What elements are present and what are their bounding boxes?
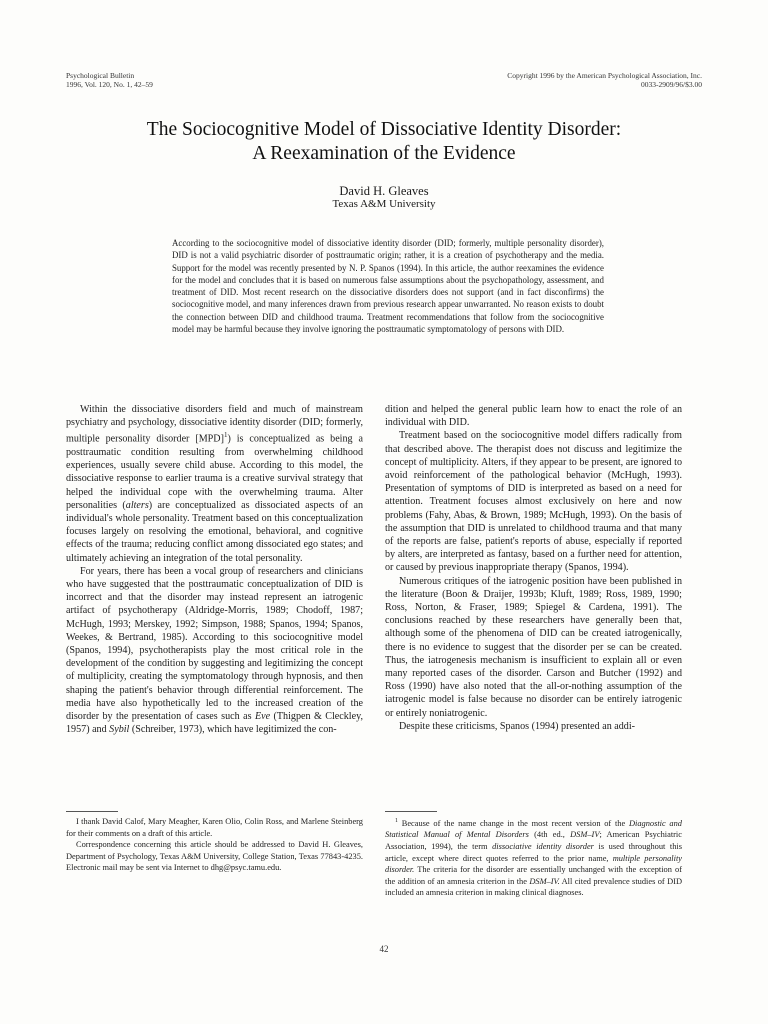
page-number: 42 [379,944,389,954]
continued-paragraph: dition and helped the general public learn how to enact the role of an individual with DID. [385,404,682,429]
spanos-paragraph: Despite these criticisms, Spanos (1994) presented an addi- [399,720,636,732]
article-code: 0033-2909/96/$3.00 [640,80,702,89]
body-column-left [66,403,363,736]
footnote-1: $^1$ Because of the name change in the most recent version of the Diagnostic and Statistical Manual of Mental Disorders (4th ed., DSM–IV; American Psychiatric Association, 1994), the term dissociative identity disorder is used throughout this article, except where direct quotes referred to the prior name, multiple personality disorder. The criteria for the disorder are essentially unchanged with the exception of the addition of an amnesia criterion in the DSM–IV. All cited prevalence studies of DID included an amnesia criterion in making clinical diagnoses. [385,818,682,898]
footnote-rule-right [385,811,437,812]
critiques-paragraph: Numerous critiques of the iatrogenic position have been published in the literature (Boon & Draijer, 1993b; Kluft, 1989; Ross, 1989, 1990; Ross, Norton, & Fraser, 1989; Spiegel & Cardena, 1991). The conclusions reached by these researchers have generally been that, although some of the phenomena of DID can be created iatrogenically, there is no evidence to suggest that the disorder per se can be created. Thus, the iatrogenesis mechanism is insufficient to explain all or even many reported cases of the disorder. Carson and Butcher (1992) and Ross (1990) have also noted that the all-or-nothing assumption of the iatrogenic model is false because no disorder can be entirely iatrogenic or entirely noniatrogenic. [385,575,682,719]
intro-paragraph-1: Within the dissociative disorders field and much of mainstream psychiatry and psychology, dissociative identity disorder (DID; formerly, multiple personality disorder [MPD]$^1$) is conceptualized as being a posttraumatic condition resulting from overwhelming childhood experiences, usually severe child abuse. According to this model, the dissociative response to earlier trauma is a creative survival strategy that helped the individual cope with the overwhelming trauma. Alter personalities (alters) are conceptualized as dissociated aspects of an individual's whole personality. Treatment based on this conceptualization focuses largely on resolving the emotional, behavioral, and cognitive effects of the trauma; reducing conflict among dissociated ego states; and ultimately achieving an integration of the total personality. [66,404,363,564]
footnote-marker: 1 [223,431,228,440]
correspondence-note: Correspondence concerning this article should be addressed to David H. Gleaves, Department of Psychology, Texas A&M University, College Station, Texas 77843-4235. Electronic mail may be sent via Internet to dhg@psyc.tamu.edu. [66,840,363,873]
running-header-right [507,71,702,89]
title-line-2: A Reexamination of the Evidence [252,143,516,164]
footnote-number: 1 [395,818,398,824]
title-line-1: The Sociocognitive Model of Dissociative Identity Disorder: [146,119,622,140]
body-column-right [385,403,682,733]
author-note [66,816,363,874]
journal-name: Psychological Bulletin [66,71,135,80]
intro-paragraph-2: For years, there has been a vocal group of researchers and clinicians who have suggested that the posttraumatic conceptualization of DID is incorrect and that the disorder may instead represent an iatrogenic artifact of psychotherapy (Aldridge-Morris, 1989; Chodoff, 1987; McHugh, 1993; Merskey, 1992; Simpson, 1988; Spanos, 1994; Spanos, Weekes, & Bertrand, 1985). According to this sociocognitive model (Spanos, 1994), psychotherapists play the most critical role in the development of the condition by suggesting and legitimizing the concept of multiplicity, creating the symptomatology through hypnosis, and then shaping the patient's behavior through differential reinforcement. The media have also hypothetically led to the increased creation of the disorder by the presentation of cases such as Eve (Thigpen & Cleckley, 1957) and Sybil (Schreiber, 1973), which have legitimized the con- [66,565,363,736]
abstract: According to the sociocognitive model of dissociative identity disorder (DID; formerly, multiple personality disorder), DID is not a valid psychiatric disorder of posttraumatic origin; rather, it is a creation of psychotherapy and the media. Support for the model was recently presented by N. P. Spanos (1994). In this article, the author reexamines the evidence for the model and concludes that it is based on numerous false assumptions about the psychopathology, assessment, and treatment of DID. Most recent research on the dissociative disorders does not support (and in fact disconfirms) the sociocognitive model, and many inferences drawn from previous research appear unwarranted. No reason exists to doubt the connection between DID and childhood trauma. Treatment recommendations that follow from the sociocognitive model may be harmful because they involve ignoring the posttraumatic symptomatology of persons with DID. [172,238,604,335]
copyright-line: Copyright 1996 by the American Psychological Association, Inc. [507,71,702,80]
acknowledgment: I thank David Calof, Mary Meagher, Karen Olio, Colin Ross, and Marlene Steinberg for their comments on a draft of this article. [66,817,363,838]
author-name: David H. Gleaves [339,184,429,198]
treatment-paragraph: Treatment based on the sociocognitive model differs radically from that described above. The therapist does not discuss and legitimize the concept of multiplicity. Alters, if they appear to be present, are ignored to avoid reinforcement of the pathological behavior (McHugh, 1993). Presentation of symptoms of DID is interpreted as based on a need for attention. Treatment focuses almost exclusively on here and now problems (Fahy, Abas, & Brown, 1989; McHugh, 1993). On the basis of the assumption that DID is unrelated to childhood trauma and that many of the reports are false, patient's reports of abuse, especially if reported by alters, are interpreted as fantasy, based on a further need for attention, or caused by previous inappropriate therapy (Spanos, 1994). [385,430,682,574]
journal-issue: 1996, Vol. 120, No. 1, 42–59 [66,80,153,89]
author-affiliation: Texas A&M University [332,198,436,210]
article-title [60,118,708,166]
footnote-rule-left [66,811,118,812]
running-header-left [66,71,153,89]
